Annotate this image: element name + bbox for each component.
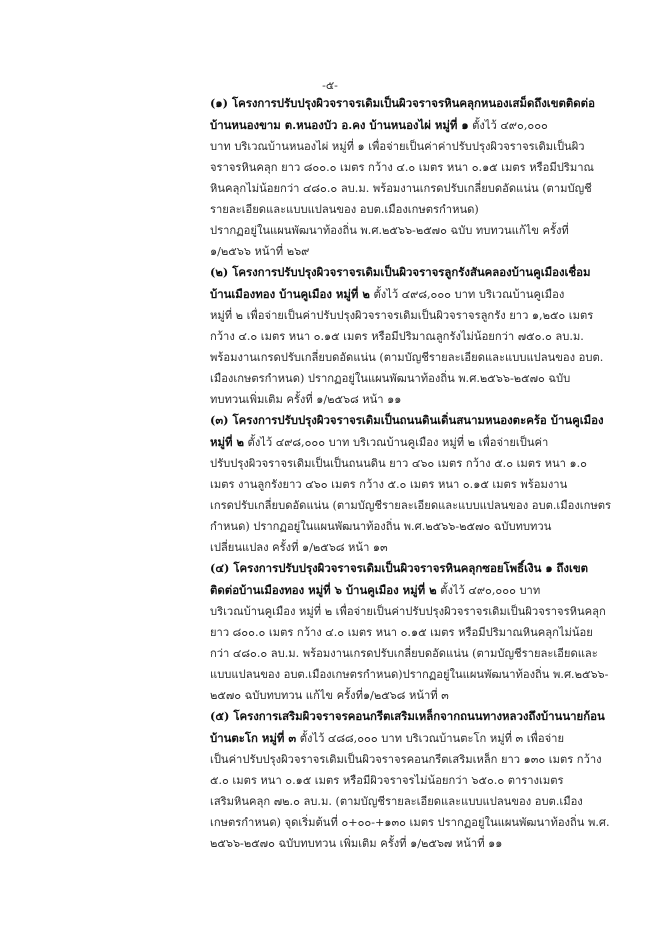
project-budget: ตั้งไว้ ๔๙๐,๐๐๐ [468, 119, 548, 132]
project-item [210, 706, 620, 854]
project-body-line: กว้าง ๔.๐ เมตร หนา ๐.๑๕ เมตร หรือมีปริมาณลูกรังไม่น้อยกว่า ๗๕๐.๐ ลบ.ม. [210, 330, 584, 343]
page-number: -๕- [322, 79, 338, 92]
project-item [210, 558, 620, 706]
project-body-line: เกษตรกำหนด) จุดเริ่มต้นที่ ๐+๐๐-+๑๓๐ เมตร ปรากฏอยู่ในแผนพัฒนาท้องถิ่น พ.ศ. [210, 816, 610, 829]
project-body-line: พร้อมงานเกรดปรับเกลี่ยบดอัดแน่น (ตามบัญชีรายละเอียดและแบบแปลนของ อบต. [210, 351, 604, 364]
project-budget: ตั้งไว้ ๔๘๘,๐๐๐ บาท บริเวณบ้านตะโก หมู่ที่ ๓ เพื่อจ่าย [296, 732, 565, 745]
project-budget: ตั้งไว้ ๔๙๐,๐๐๐ บาท [436, 584, 541, 597]
project-body-line: เป็นค่าปรับปรุงผิวจราจรเดิมเป็นผิวจราจรคอนกรีตเสริมเหล็ก ยาว ๑๓๐ เมตร กว้าง [210, 753, 602, 766]
project-title-line: (๒) โครงการปรับปรุงผิวจราจรเดิมเป็นผิวจราจรลูกรังสันคลองบ้านคูเมืองเชื่อม [210, 265, 591, 279]
project-body-line: จราจรหินคลุก ยาว ๘๐๐.๐ เมตร กว้าง ๔.๐ เมตร หนา ๐.๑๕ เมตร หรือมีปริมาณ [210, 161, 594, 174]
project-body-line: ๒๕๗๐ ฉบับทบทวน แก้ไข ครั้งที่๑/๒๕๖๘ หน้าที่ ๓ [210, 689, 449, 702]
project-body-line: แบบแปลนของ อบต.เมืองเกษตรกำหนด)ปรากฏอยู่ในแผนพัฒนาท้องถิ่น พ.ศ.๒๕๖๖- [210, 668, 609, 681]
project-body-line: ๒๕๖๖-๒๕๗๐ ฉบับทบทวน เพิ่มเติม ครั้งที่ ๑/๒๕๖๗ หน้าที่ ๑๑ [210, 837, 503, 850]
project-title-line: บ้านหนองขาม ต.หนองบัว อ.คง บ้านหนองไผ่ หมู่ที่ ๑ [210, 118, 469, 132]
project-item [210, 262, 620, 410]
project-body-line: บริเวณบ้านคูเมือง หมู่ที่ ๒ เพื่อจ่ายเป็นค่าปรับปรุงผิวจราจรเดิมเป็นผิวจราจรหินคลุก [210, 605, 606, 618]
project-body-line: ทบทวนเพิ่มเติม ครั้งที่ ๑/๒๕๖๘ หน้า ๑๑ [210, 393, 402, 406]
project-body-line: เมตร งานลูกรังยาว ๔๖๐ เมตร กว้าง ๕.๐ เมตร หนา ๐.๑๕ เมตร พร้อมงาน [210, 478, 568, 491]
project-body-line: หมู่ที่ ๒ เพื่อจ่ายเป็นค่าปรับปรุงผิวจราจรเดิมเป็นผิวจราจรลูกรัง ยาว ๑,๒๕๐ เมตร [210, 309, 594, 322]
project-body-line: หินคลุกไม่น้อยกว่า ๔๘๐.๐ ลบ.ม. พร้อมงานเกรดปรับเกลี่ยบดอัดแน่น (ตามบัญชี [210, 182, 592, 195]
project-title-line: (๕) โครงการเสริมผิวจราจรคอนกรีตเสริมเหล็กจากถนนทางหลวงถึงบ้านนายก้อน [210, 709, 605, 723]
project-body-line: บาท บริเวณบ้านหนองไผ่ หมู่ที่ ๑ เพื่อจ่ายเป็นค่าค่าปรับปรุงผิวจราจรเดิมเป็นผิว [210, 140, 585, 153]
project-body-line: ปรากฏอยู่ในแผนพัฒนาท้องถิ่น พ.ศ.๒๕๖๖-๒๕๗๐ ฉบับ ทบทวนแก้ไข ครั้งที่ [210, 224, 569, 237]
project-body-line: ๑/๒๕๖๖ หน้าที่ ๒๖๙ [210, 245, 310, 258]
project-item [210, 410, 620, 558]
project-body-line: ๕.๐ เมตร หนา ๐.๑๕ เมตร หรือมีผิวจราจรไม่น้อยกว่า ๖๕๐.๐ ตารางเมตร [210, 774, 564, 787]
project-item [210, 93, 620, 262]
project-body-line: รายละเอียดและแบบแปลนของ อบต.เมืองเกษตรกำหนด) [210, 203, 479, 216]
project-title-line: (๔) โครงการปรับปรุงผิวจราจรเดิมเป็นผิวจราจรหินคลุกซอยโพธิ์เงิน ๑ ถึงเขต [210, 561, 589, 575]
project-title-line: ติดต่อบ้านเมืองทอง หมู่ที่ ๖ บ้านคูเมือง หมู่ที่ ๒ [210, 583, 437, 597]
project-body-line: เสริมหินคลุก ๗๒.๐ ลบ.ม. (ตามบัญชีรายละเอียดและแบบแปลนของ อบต.เมือง [210, 795, 583, 808]
project-title-line: (๑) โครงการปรับปรุงผิวจราจรเดิมเป็นผิวจราจรหินคลุกหนองเสม็ดถึงเขตติดต่อ [210, 96, 595, 110]
project-body-line: เมืองเกษตรกำหนด) ปรากฏอยู่ในแผนพัฒนาท้องถิ่น พ.ศ.๒๕๖๖-๒๕๗๐ ฉบับ [210, 372, 571, 385]
project-body-line: กว่า ๔๘๐.๐ ลบ.ม. พร้อมงานเกรดปรับเกลี่ยบดอัดแน่น (ตามบัญชีรายละเอียดและ [210, 647, 598, 660]
project-budget: ตั้งไว้ ๔๙๘,๐๐๐ บาท บริเวณบ้านคูเมือง หมู่ที่ ๒ เพื่อจ่ายเป็นค่า [244, 436, 549, 449]
project-title-line: บ้านเมืองทอง บ้านคูเมือง หมู่ที่ ๒ [210, 287, 370, 301]
project-title-line: บ้านตะโก หมู่ที่ ๓ [210, 731, 297, 745]
project-title-line: (๓) โครงการปรับปรุงผิวจราจรเดิมเป็นถนนดินเดิ่นสนามหนองตะคร้อ บ้านคูเมือง [210, 413, 604, 427]
project-body-line: เกรดปรับเกลี่ยบดอัดแน่น (ตามบัญชีรายละเอียดและแบบแปลนของ อบต.เมืองเกษตร [210, 499, 612, 512]
project-body-line: ยาว ๘๐๐.๐ เมตร กว้าง ๔.๐ เมตร หนา ๐.๑๕ เมตร หรือมีปริมาณหินคลุกไม่น้อย [210, 626, 593, 639]
project-title-line: หมู่ที่ ๒ [210, 435, 244, 449]
project-body-line: เปลี่ยนแปลง ครั้งที่ ๑/๒๕๖๘ หน้า ๑๓ [210, 541, 388, 554]
project-list [210, 93, 620, 854]
project-body-line: ปรับปรุงผิวจราจรเดิมเป็นเป็นถนนดิน ยาว ๔๖๐ เมตร กว้าง ๕.๐ เมตร หนา ๑.๐ [210, 457, 587, 470]
project-body-line: กำหนด) ปรากฏอยู่ในแผนพัฒนาท้องถิ่น พ.ศ.๒๕๖๖-๒๕๗๐ ฉบับทบทวน [210, 520, 552, 533]
project-budget: ตั้งไว้ ๔๙๘,๐๐๐ บาท บริเวณบ้านคูเมือง [369, 288, 565, 301]
